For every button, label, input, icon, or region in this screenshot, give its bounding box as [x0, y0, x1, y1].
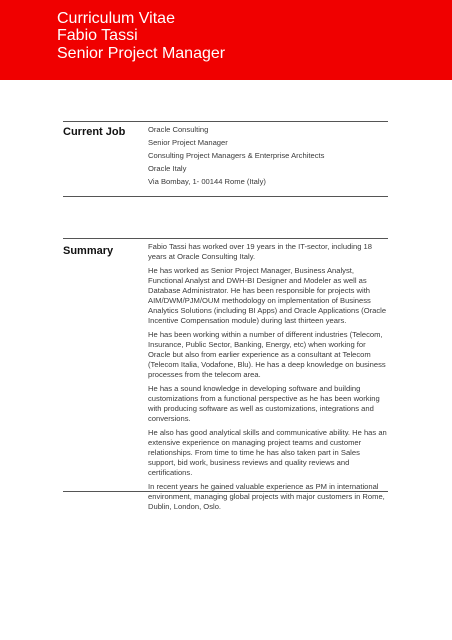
current-job-line: Oracle Consulting [148, 125, 209, 134]
header-title-cv: Curriculum Vitae [57, 10, 175, 27]
current-job-details [148, 125, 388, 190]
header-name: Fabio Tassi [57, 27, 138, 44]
summary-top-rule [63, 238, 388, 239]
summary-paragraph: He has been working within a number of different industries (Telecom, Insurance, Public Sector, Banking, Energy, etc) when working for Oracle but also from earlier experience as a consultant at Telecom (Telecom Italia, Vodafone, Blu). He has a deep knowledge on business processes from the telecom area. [148, 330, 386, 379]
summary-bottom-rule [63, 491, 388, 492]
summary-paragraph: He also has good analytical skills and communicative ability. He has an extensive experience on managing project teams and customer relationships. From time to time he has also taken part in Sales support, bid work, business reviews and quality reviews and certifications. [148, 428, 387, 477]
summary-body [148, 242, 388, 516]
current-job-heading: Current Job [63, 126, 126, 138]
current-job-bottom-rule [63, 196, 388, 197]
summary-paragraph: He has worked as Senior Project Manager, Business Analyst, Functional Analyst and DWH-BI Designer and Modeler as well as Database Administrator. He has been responsible for projects with AIM/DWM/PJM/OUM methodology on implementation of Business Analytics Solutions (including BI Apps) and Oracle Applications (Oracle Incentive Compensation module) during last thirteen years. [148, 266, 387, 325]
summary-paragraph: In recent years he gained valuable experience as PM in international environment, managing global projects with major customers in Rome, Dublin, London, Oslo. [148, 482, 385, 511]
current-job-line: Via Bombay, 1- 00144 Rome (Italy) [148, 177, 266, 186]
current-job-line: Oracle Italy [148, 164, 187, 173]
current-job-line: Senior Project Manager [148, 138, 228, 147]
summary-heading: Summary [63, 245, 114, 257]
banner-corner-cut [0, 0, 452, 82]
header-role: Senior Project Manager [57, 45, 226, 62]
summary-paragraph: He has a sound knowledge in developing software and building customizations from a functional perspective as he has been working with producing software as well as customizations, integrations and conversions. [148, 384, 380, 423]
current-job-line: Consulting Project Managers & Enterprise Architects [148, 151, 325, 160]
summary-paragraph: Fabio Tassi has worked over 19 years in the IT-sector, including 18 years at Oracle Consulting Italy. [148, 242, 372, 261]
current-job-top-rule [63, 121, 388, 122]
